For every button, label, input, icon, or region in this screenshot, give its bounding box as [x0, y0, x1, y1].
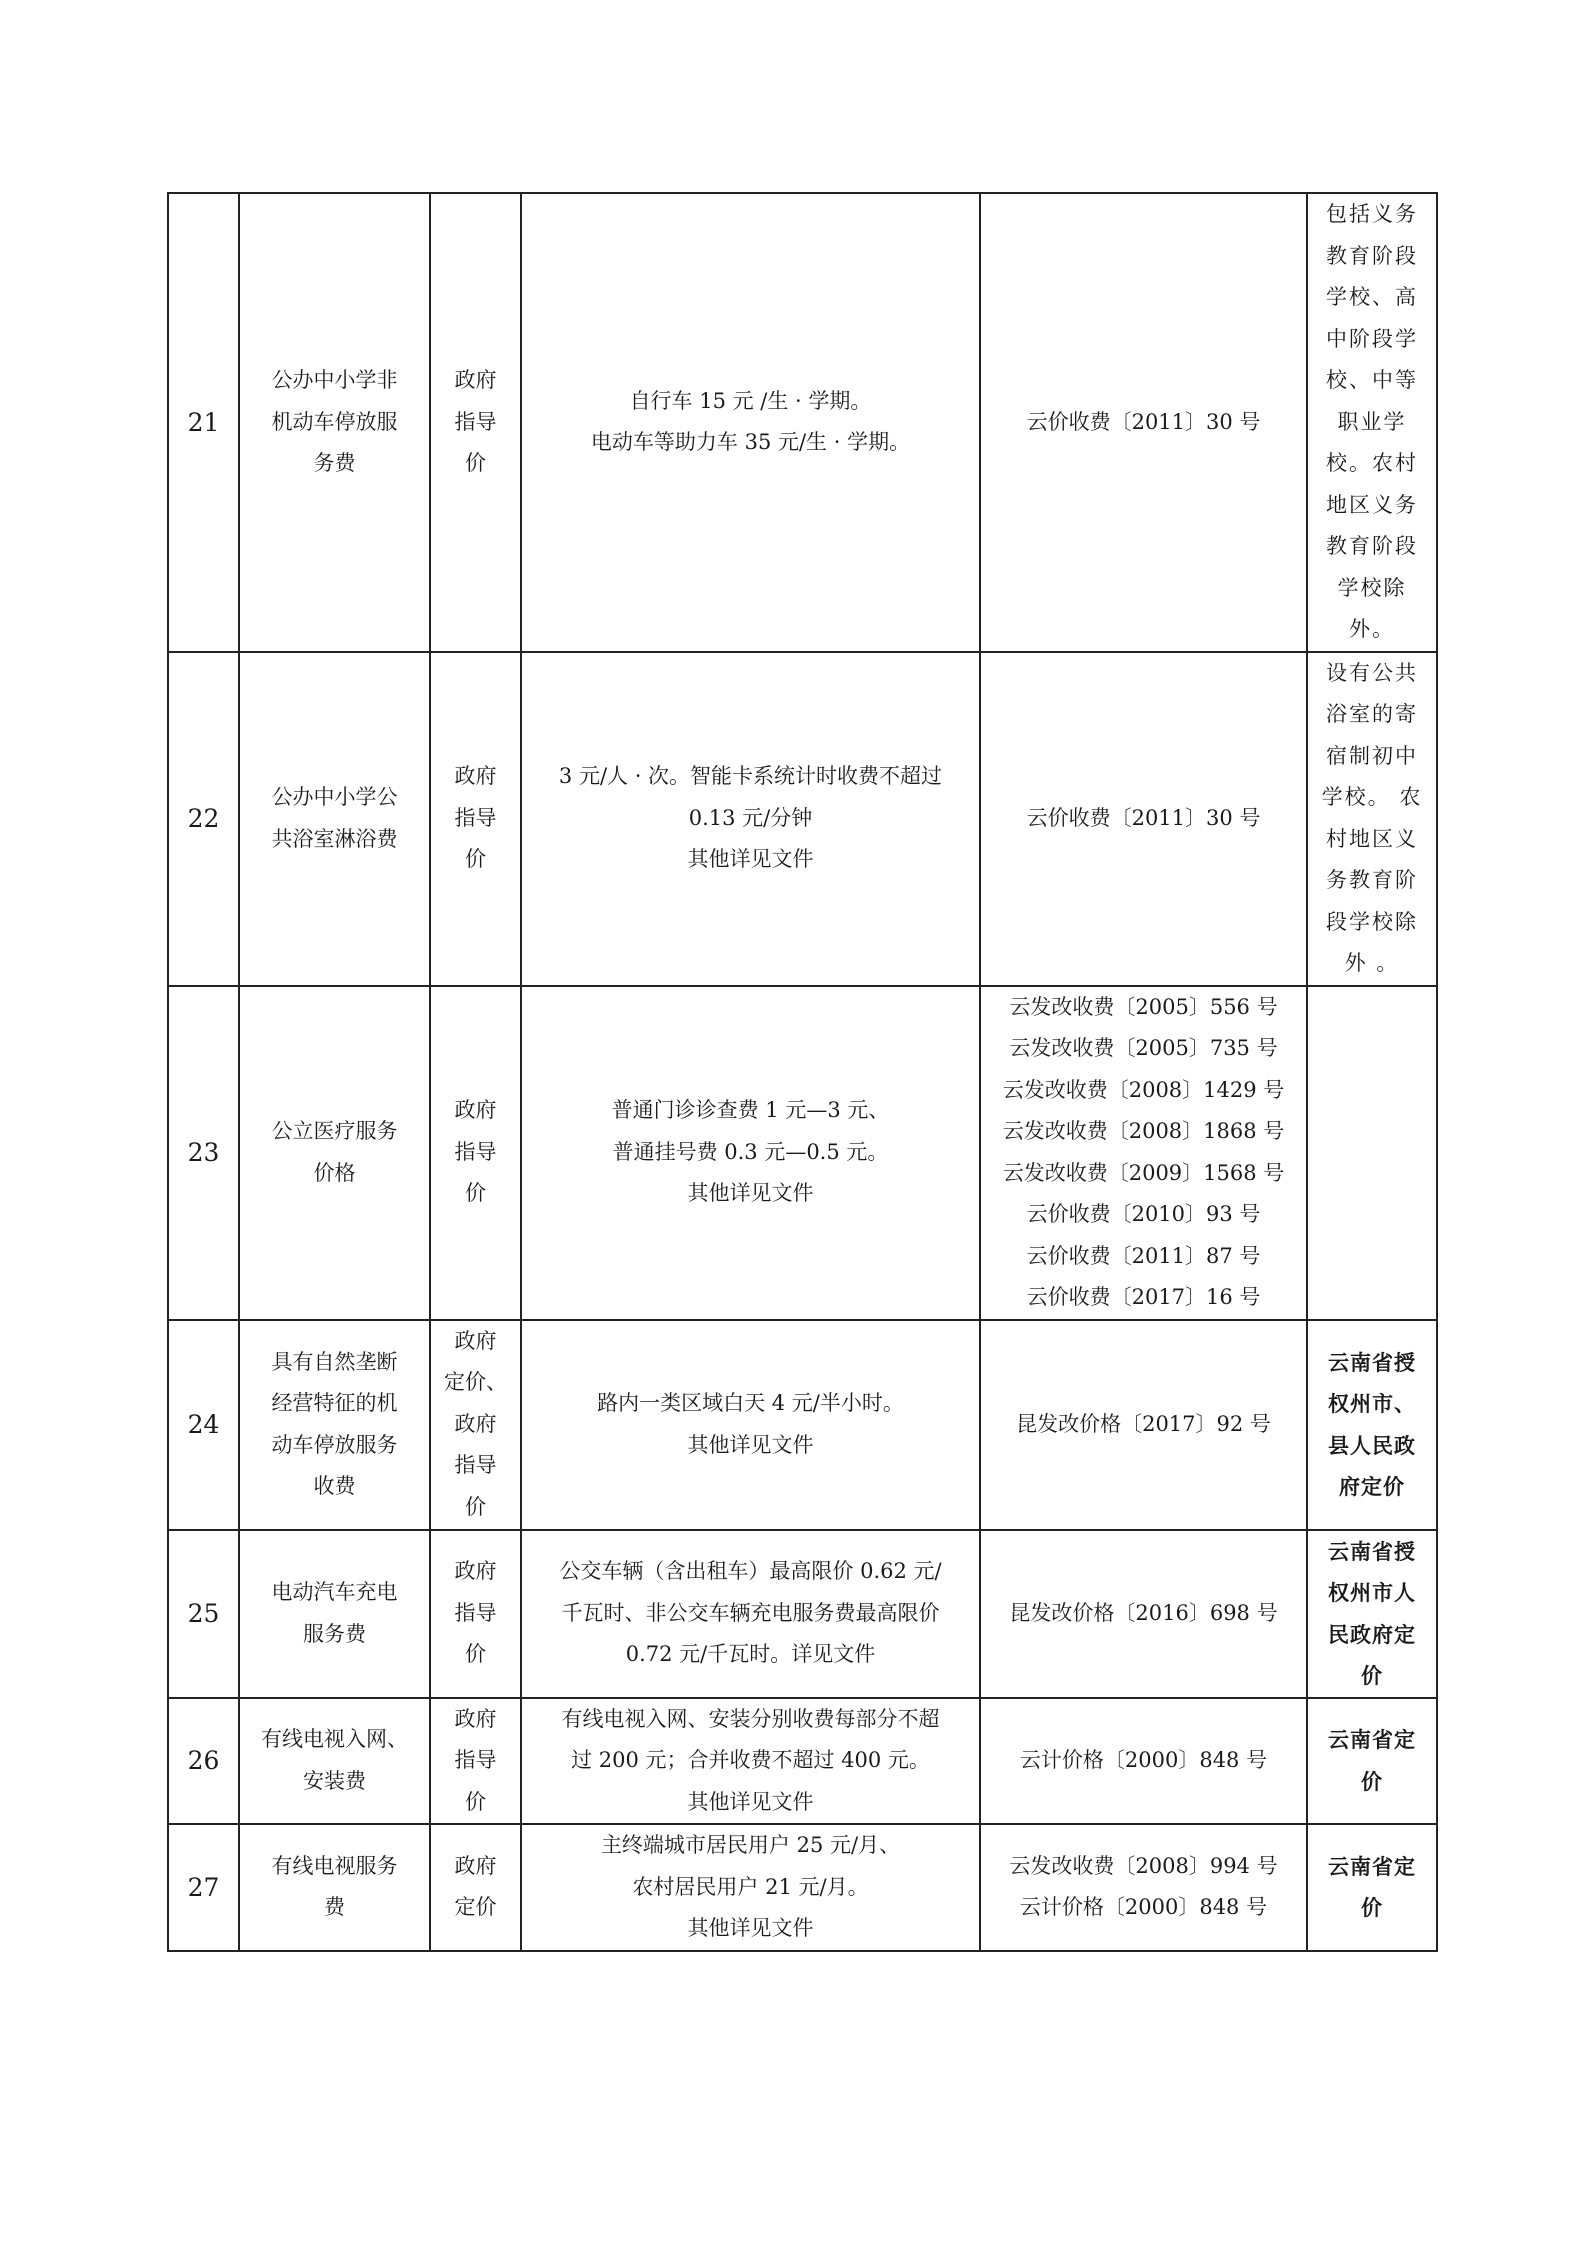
- table-row: [168, 1530, 1437, 1698]
- policy-basis-line: 云价收费〔2011〕30 号: [1026, 805, 1261, 830]
- price-standard-line: 过 200 元；合并收费不超过 400 元。: [571, 1748, 930, 1772]
- fee-table: [167, 192, 1438, 1952]
- row-number: 27: [168, 1824, 239, 1951]
- price-type-line: 定价: [454, 1895, 497, 1920]
- price-standard-line: 路内一类区域白天 4 元/半小时。: [597, 1391, 904, 1415]
- remark-line: 学校、高: [1326, 285, 1418, 309]
- remark-line: 段学校除: [1326, 909, 1418, 934]
- policy-basis-line: 云发改收费〔2008〕994 号: [1009, 1853, 1278, 1878]
- price-standard-line: 自行车 15 元 /生 · 学期。: [629, 388, 872, 413]
- policy-basis: [980, 193, 1307, 652]
- row-number: 26: [168, 1698, 239, 1825]
- item-name-line: 价格: [313, 1160, 356, 1185]
- price-standard-line: 农村居民用户 21 元/月。: [632, 1874, 869, 1899]
- item-name: [239, 193, 430, 652]
- price-type-line: 价: [465, 1642, 486, 1667]
- policy-basis-line: 云发改收费〔2008〕1429 号: [1002, 1077, 1285, 1102]
- remark-line: 学校除: [1337, 575, 1407, 600]
- price-type: [430, 193, 521, 652]
- remark-line: 中阶段学: [1326, 326, 1418, 351]
- price-type: [430, 1698, 521, 1825]
- price-type-line: 政府: [454, 1098, 497, 1123]
- policy-basis: [980, 1530, 1307, 1698]
- remark: [1307, 1698, 1437, 1825]
- item-name: [239, 1698, 430, 1825]
- remark-line: 村地区义: [1326, 826, 1418, 851]
- remark-line: 价: [1361, 1768, 1383, 1794]
- price-standard: [521, 1530, 980, 1698]
- item-name-line: 公办中小学非: [271, 368, 398, 392]
- price-type: [430, 652, 521, 986]
- remark-line: 校、中等: [1326, 368, 1418, 392]
- price-standard-line: 千瓦时、非公交车辆充电服务费最高限价: [561, 1600, 940, 1625]
- policy-basis: [980, 986, 1307, 1320]
- price-type-line: 政府: [454, 1328, 497, 1353]
- item-name: [239, 1320, 430, 1530]
- policy-basis-line: 云发改收费〔2005〕735 号: [1009, 1036, 1278, 1060]
- remark-line: 民政府定: [1328, 1621, 1416, 1647]
- remark-line: 浴室的寄: [1326, 702, 1418, 726]
- remark-line: 县人民政: [1328, 1432, 1416, 1458]
- row-number: 22: [168, 652, 239, 986]
- price-standard-line: 其他详见文件: [687, 1432, 814, 1457]
- price-standard-line: 主终端城市居民用户 25 元/月、: [600, 1833, 901, 1857]
- policy-basis-line: 昆发改价格〔2017〕92 号: [1016, 1411, 1271, 1436]
- price-type: [430, 1530, 521, 1698]
- price-standard-line: 3 元/人 · 次。智能卡系统计时收费不超过: [558, 764, 943, 789]
- policy-basis-line: 云发改收费〔2009〕1568 号: [1002, 1160, 1285, 1185]
- item-name-line: 经营特征的机: [271, 1391, 398, 1415]
- remark-line: 价: [1361, 1663, 1383, 1688]
- remark-line: 务教育阶: [1326, 868, 1418, 892]
- policy-basis: [980, 1320, 1307, 1530]
- remark: [1307, 193, 1437, 652]
- item-name: [239, 986, 430, 1320]
- remark-line: 宿制初中: [1326, 743, 1418, 768]
- item-name-line: 收费: [313, 1474, 356, 1498]
- policy-basis-line: 云价收费〔2011〕30 号: [1026, 409, 1261, 434]
- price-type-line: 价: [465, 1181, 486, 1206]
- price-type-line: 指导: [454, 1748, 497, 1772]
- price-type-line: 价: [465, 451, 486, 475]
- table-row: [168, 1320, 1437, 1530]
- policy-basis-line: 云计价格〔2000〕848 号: [1019, 1895, 1268, 1920]
- table-row: [168, 986, 1437, 1320]
- price-standard: [521, 986, 980, 1320]
- price-type-line: 指导: [454, 1453, 497, 1478]
- policy-basis-line: 昆发改价格〔2016〕698 号: [1009, 1600, 1278, 1625]
- remark-line: 校。农村: [1326, 451, 1418, 475]
- item-name-line: 务费: [313, 451, 356, 475]
- policy-basis: [980, 1824, 1307, 1951]
- remark: [1307, 986, 1437, 1320]
- remark-line: 外 。: [1344, 951, 1400, 975]
- row-number: 23: [168, 986, 239, 1320]
- item-name-line: 服务费: [303, 1621, 366, 1646]
- price-standard-line: 普通门诊诊查费 1 元—3 元、: [611, 1098, 890, 1123]
- item-name-line: 有线电视服务: [271, 1853, 398, 1878]
- remark-line: 价: [1361, 1895, 1383, 1921]
- price-type-line: 指导: [454, 409, 497, 434]
- item-name: [239, 652, 430, 986]
- price-type-line: 指导: [454, 805, 497, 830]
- remark-line: 职业学: [1337, 409, 1407, 434]
- remark-line: 包括义务: [1326, 202, 1418, 226]
- item-name-line: 有线电视入网、: [261, 1727, 408, 1752]
- policy-basis-line: 云计价格〔2000〕848 号: [1019, 1748, 1268, 1772]
- remark-line: 教育阶段: [1326, 243, 1418, 268]
- price-standard: [521, 1320, 980, 1530]
- price-type-line: 政府: [454, 1706, 497, 1731]
- row-number: 21: [168, 193, 239, 652]
- remark-line: 府定价: [1339, 1474, 1405, 1499]
- policy-basis-line: 云发改收费〔2008〕1868 号: [1002, 1119, 1285, 1143]
- price-standard-line: 其他详见文件: [687, 1789, 814, 1814]
- remark-line: 权州市人: [1328, 1580, 1416, 1605]
- price-standard-line: 普通挂号费 0.3 元—0.5 元。: [612, 1139, 889, 1164]
- price-standard-line: 0.13 元/分钟: [688, 805, 813, 830]
- remark-line: 云南省授: [1328, 1349, 1416, 1375]
- price-type-line: 政府: [454, 1559, 497, 1584]
- item-name-line: 共浴室淋浴费: [271, 826, 398, 851]
- price-type-line: 定价、: [444, 1370, 507, 1395]
- price-type-line: 政府: [454, 1853, 497, 1878]
- price-type-line: 指导: [454, 1600, 497, 1625]
- price-type-line: 政府: [454, 368, 497, 392]
- item-name-line: 公办中小学公: [271, 785, 398, 809]
- fee-table-body: [168, 193, 1437, 1951]
- price-type-line: 价: [465, 1494, 486, 1519]
- price-type-line: 政府: [454, 1411, 497, 1436]
- price-standard-line: 电动车等助力车 35 元/生 · 学期。: [590, 430, 911, 455]
- remark-line: 权州市、: [1328, 1391, 1416, 1416]
- policy-basis: [980, 1698, 1307, 1825]
- policy-basis-line: 云价收费〔2010〕93 号: [1026, 1202, 1261, 1226]
- price-standard-line: 0.72 元/千瓦时。详见文件: [625, 1642, 876, 1667]
- price-standard-line: 其他详见文件: [687, 1181, 814, 1206]
- remark-line: 云南省定: [1328, 1727, 1416, 1753]
- price-standard-line: 公交车辆（含出租车）最高限价 0.62 元/: [559, 1559, 942, 1584]
- item-name-line: 费: [324, 1895, 345, 1920]
- item-name: [239, 1530, 430, 1698]
- price-type: [430, 986, 521, 1320]
- price-type: [430, 1320, 521, 1530]
- remark: [1307, 1530, 1437, 1698]
- price-standard-line: 其他详见文件: [687, 847, 814, 872]
- item-name-line: 具有自然垄断: [271, 1349, 398, 1374]
- item-name-line: 电动汽车充电: [271, 1580, 398, 1604]
- remark-line: 教育阶段: [1326, 534, 1418, 558]
- policy-basis-line: 云价收费〔2017〕16 号: [1026, 1285, 1261, 1309]
- remark-line: 设有公共: [1326, 660, 1418, 685]
- price-standard: [521, 652, 980, 986]
- price-type-line: 政府: [454, 764, 497, 789]
- policy-basis: [980, 652, 1307, 986]
- row-number: 25: [168, 1530, 239, 1698]
- remark-line: 地区义务: [1326, 492, 1418, 517]
- item-name-line: 公立医疗服务: [271, 1119, 398, 1143]
- remark-line: 学校。 农: [1321, 785, 1423, 809]
- price-type: [430, 1824, 521, 1951]
- policy-basis-line: 云价收费〔2011〕87 号: [1026, 1243, 1261, 1268]
- item-name: [239, 1824, 430, 1951]
- price-type-line: 价: [465, 1789, 486, 1814]
- price-standard: [521, 193, 980, 652]
- row-number: 24: [168, 1320, 239, 1530]
- remark: [1307, 652, 1437, 986]
- item-name-line: 动车停放服务: [271, 1432, 398, 1457]
- policy-basis-line: 云发改收费〔2005〕556 号: [1009, 994, 1278, 1019]
- remark: [1307, 1824, 1437, 1951]
- price-standard: [521, 1698, 980, 1825]
- table-row: [168, 1698, 1437, 1825]
- remark-line: 云南省授: [1328, 1538, 1416, 1564]
- price-type-line: 指导: [454, 1139, 497, 1164]
- price-standard-line: 其他详见文件: [687, 1916, 814, 1940]
- price-standard-line: 有线电视入网、安装分别收费每部分不超: [561, 1706, 940, 1731]
- remark-line: 外。: [1349, 617, 1395, 641]
- item-name-line: 机动车停放服: [271, 409, 398, 434]
- price-type-line: 价: [465, 847, 486, 872]
- remark-line: 云南省定: [1328, 1853, 1416, 1879]
- table-row: [168, 193, 1437, 652]
- remark: [1307, 1320, 1437, 1530]
- table-row: [168, 1824, 1437, 1951]
- price-standard: [521, 1824, 980, 1951]
- item-name-line: 安装费: [303, 1768, 366, 1793]
- table-row: [168, 652, 1437, 986]
